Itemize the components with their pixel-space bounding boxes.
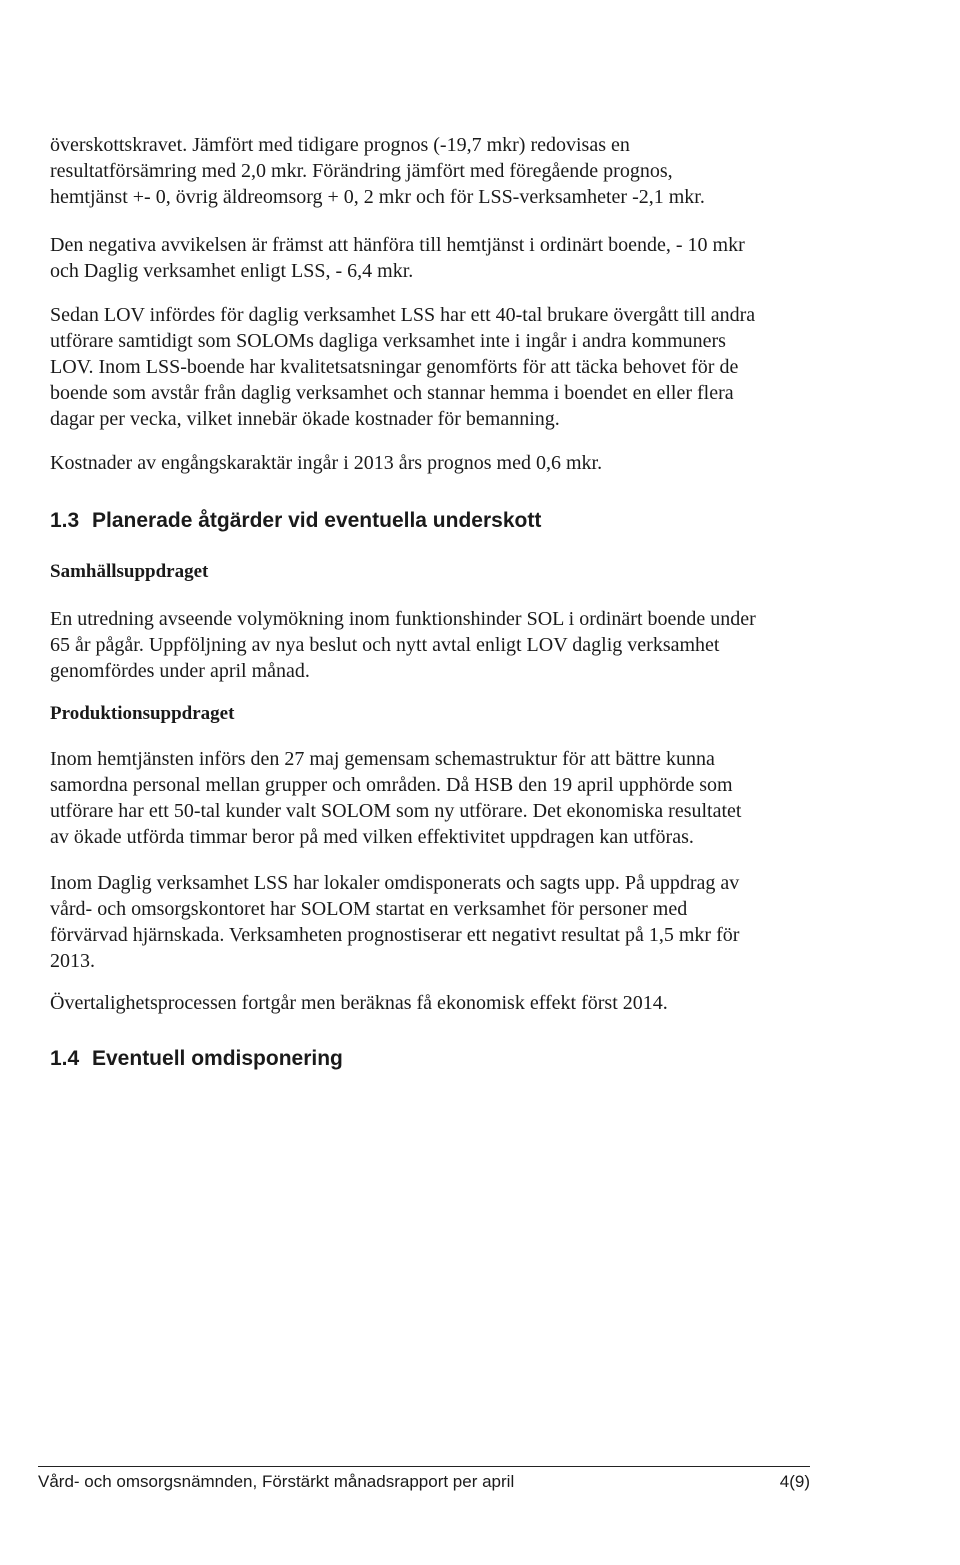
section-title: Planerade åtgärder vid eventuella underskott <box>92 509 542 532</box>
text-line: av ökade utförda timmar beror på med vilken effektivitet uppdragen kan utföras. <box>50 826 694 848</box>
text-line: överskottskravet. Jämfört med tidigare prognos (-19,7 mkr) redovisas en <box>50 134 630 156</box>
page-footer <box>38 1466 810 1491</box>
section-number: 1.3 <box>50 509 80 532</box>
paragraph-redundancy-process <box>50 990 830 1016</box>
section-heading-1-4 <box>50 1046 343 1072</box>
page-number: 4(9) <box>779 1472 810 1491</box>
section-number: 1.4 <box>50 1047 80 1070</box>
text-line: Inom Daglig verksamhet LSS har lokaler omdisponerats och sagts upp. På uppdrag av <box>50 872 740 894</box>
text-line: Den negativa avvikelsen är främst att hänföra till hemtjänst i ordinärt boende, - 10 mkr <box>50 234 745 256</box>
paragraph-lov <box>50 302 830 432</box>
text-line: dagar per vecka, vilket innebär ökade kostnader för bemanning. <box>50 408 560 430</box>
paragraph-one-off-costs <box>50 450 830 476</box>
text-line: samordna personal mellan grupper och områden. Då HSB den 19 april upphörde som <box>50 774 733 796</box>
text-line: utförare har ett 50-tal kunder valt SOLOM som ny utförare. Det ekonomiska resultatet <box>50 800 742 822</box>
text-line: genomfördes under april månad. <box>50 660 310 682</box>
text-line: En utredning avseende volymökning inom funktionshinder SOL i ordinärt boende under <box>50 608 756 630</box>
text-line: 65 år pågår. Uppföljning av nya beslut och nytt avtal enligt LOV daglig verksamhet <box>50 634 720 656</box>
text-line: utförare samtidigt som SOLOMs dagliga verksamhet inte i ingår i andra kommuners <box>50 330 726 352</box>
paragraph-investigation <box>50 606 830 684</box>
paragraph-daily-activity <box>50 870 830 974</box>
text-line: Övertalighetsprocessen fortgår men beräknas få ekonomisk effekt först 2014. <box>50 992 668 1014</box>
text-line: förvärvad hjärnskada. Verksamheten prognostiserar ett negativt resultat på 1,5 mkr för <box>50 924 740 946</box>
footer-title: Vård- och omsorgsnämnden, Förstärkt månadsrapport per april <box>38 1472 515 1491</box>
section-title: Eventuell omdisponering <box>92 1047 343 1070</box>
subheading-samhallsuppdraget: Samhällsuppdraget <box>50 561 209 582</box>
paragraph-negative-deviation <box>50 232 830 284</box>
subheading-produktionsuppdraget: Produktionsuppdraget <box>50 703 235 724</box>
text-line: hemtjänst +- 0, övrig äldreomsorg + 0, 2 mkr och för LSS-verksamheter -2,1 mkr. <box>50 186 705 208</box>
text-line: boende som avstår från daglig verksamhet och stannar hemma i boendet en eller flera <box>50 382 734 404</box>
paragraph-home-care <box>50 746 830 850</box>
text-line: Sedan LOV infördes för daglig verksamhet LSS har ett 40-tal brukare övergått till andra <box>50 304 756 326</box>
text-line: 2013. <box>50 950 95 972</box>
text-line: Kostnader av engångskaraktär ingår i 2013 års prognos med 0,6 mkr. <box>50 452 603 474</box>
text-line: LOV. Inom LSS-boende har kvalitetsatsningar genomförts för att täcka behovet för de <box>50 356 739 378</box>
text-line: Inom hemtjänsten införs den 27 maj gemensam schemastruktur för att bättre kunna <box>50 748 715 770</box>
section-heading-1-3 <box>50 508 541 534</box>
paragraph-forecast-change <box>50 132 830 210</box>
text-line: resultatförsämring med 2,0 mkr. Förändring jämfört med föregående prognos, <box>50 160 673 182</box>
text-line: vård- och omsorgskontoret har SOLOM startat en verksamhet för personer med <box>50 898 688 920</box>
text-line: och Daglig verksamhet enligt LSS, - 6,4 mkr. <box>50 260 414 282</box>
